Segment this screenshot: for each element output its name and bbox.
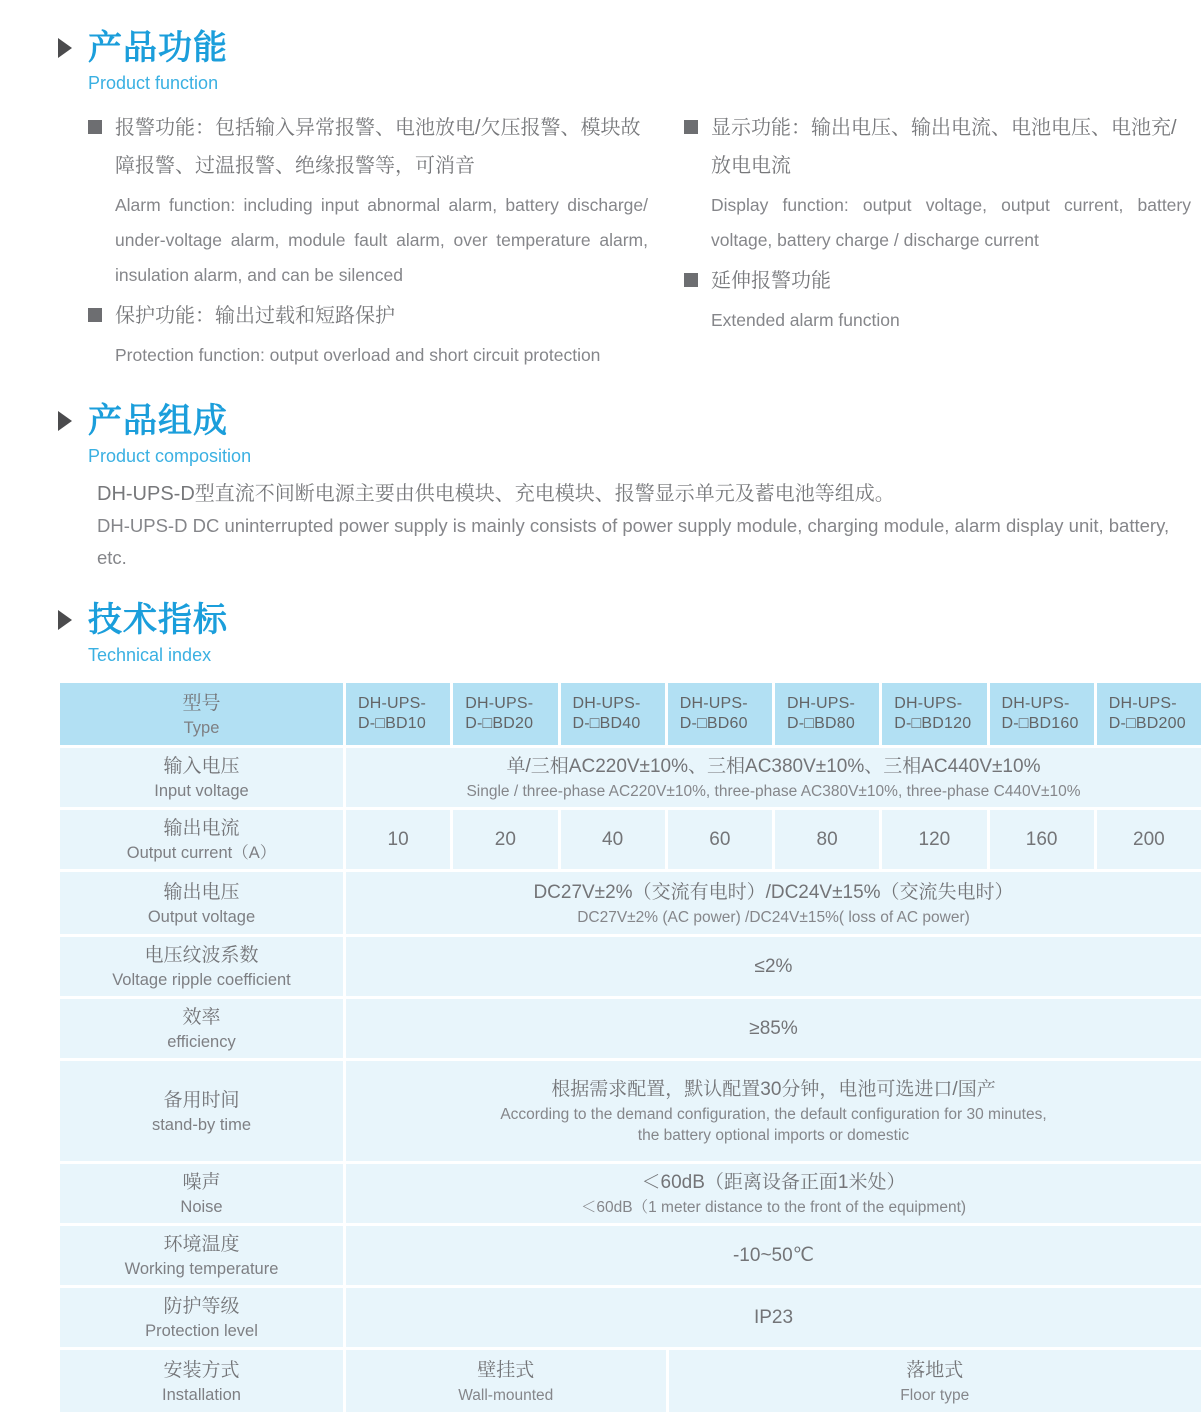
section-marker-icon xyxy=(58,610,72,630)
function-column-right xyxy=(684,109,1191,377)
protection-function-zh: 保护功能：输出过载和短路保护 xyxy=(88,297,648,335)
output-current-value: 160 xyxy=(990,810,1094,869)
section-titles xyxy=(88,401,251,468)
extended-alarm-zh: 延伸报警功能 xyxy=(684,262,1191,300)
model-header-cell: DH-UPS- D-□BD120 xyxy=(882,683,986,745)
row-value-cell: ＜60dB（距离设备正面1米处） ＜60dB（1 meter distance to the front of the equipment) xyxy=(346,1164,1201,1223)
table-row-input-voltage xyxy=(60,748,1201,807)
display-function-en: Display function: output voltage, output current, battery voltage, battery charge / discharge current xyxy=(684,188,1191,258)
row-label-cell: 输出电压 Output voltage xyxy=(60,872,343,934)
row-label-cell: 备用时间 stand-by time xyxy=(60,1061,343,1161)
product-composition-body xyxy=(97,478,1201,574)
type-header-cell: 型号 Type xyxy=(60,683,343,745)
row-value-cell: -10~50℃ xyxy=(346,1226,1201,1285)
row-label-cell: 环境温度 Working temperature xyxy=(60,1226,343,1285)
row-label-cell: 输出电流 Output current（A） xyxy=(60,810,343,869)
composition-text-zh: DH-UPS-D型直流不间断电源主要由供电模块、充电模块、报警显示单元及蓄电池等组成。 xyxy=(97,478,1201,510)
section-title-zh: 产品功能 xyxy=(88,28,228,68)
row-label-cell: 噪声 Noise xyxy=(60,1164,343,1223)
table-row-standby-time xyxy=(60,1061,1201,1161)
product-function-body xyxy=(88,109,1191,377)
section-header-technical-index xyxy=(58,600,1201,667)
output-current-value: 40 xyxy=(561,810,665,869)
table-row-noise xyxy=(60,1164,1201,1223)
row-value-cell: 单/三相AC220V±10%、三相AC380V±10%、三相AC440V±10% Single / three-phase AC220V±10%, three-phase AC380V±10%, three-phase C440V±10% xyxy=(346,748,1201,807)
section-title-en: Product composition xyxy=(88,444,251,468)
table-row-voltage-ripple xyxy=(60,937,1201,996)
output-current-value: 200 xyxy=(1097,810,1201,869)
row-value-cell: IP23 xyxy=(346,1288,1201,1347)
row-value-cell: ≤2% xyxy=(346,937,1201,996)
model-header-cell: DH-UPS- D-□BD40 xyxy=(561,683,665,745)
section-marker-icon xyxy=(58,38,72,58)
row-label-cell: 防护等级 Protection level xyxy=(60,1288,343,1347)
table-row-type xyxy=(60,683,1201,745)
alarm-function-zh: 报警功能：包括输入异常报警、电池放电/欠压报警、模块故障报警、过温报警、绝缘报警等，可消音 xyxy=(88,109,648,185)
technical-spec-table xyxy=(60,683,1201,1412)
display-function-zh: 显示功能：输出电压、输出电流、电池电压、电池充/放电电流 xyxy=(684,109,1191,185)
section-titles xyxy=(88,600,228,667)
bullet-square-icon xyxy=(88,308,102,322)
bullet-square-icon xyxy=(88,120,102,134)
installation-floor-type-cell: 落地式 Floor type xyxy=(669,1350,1201,1412)
row-label-cell: 输入电压 Input voltage xyxy=(60,748,343,807)
table-row-installation xyxy=(60,1350,1201,1412)
section-title-en: Product function xyxy=(88,71,228,95)
function-column-left xyxy=(88,109,648,377)
alarm-function-en: Alarm function: including input abnormal alarm, battery discharge/ under-voltage alarm, module fault alarm, over temperature alarm, insulation alarm, and can be silenced xyxy=(88,188,648,293)
table-row-protection-level xyxy=(60,1288,1201,1347)
output-current-value: 120 xyxy=(882,810,986,869)
model-header-cell: DH-UPS- D-□BD10 xyxy=(346,683,450,745)
row-label-cell: 安装方式 Installation xyxy=(60,1350,343,1412)
table-row-output-current xyxy=(60,810,1201,869)
row-label-cell: 效率 efficiency xyxy=(60,999,343,1058)
model-header-cell: DH-UPS- D-□BD200 xyxy=(1097,683,1201,745)
section-title-zh: 产品组成 xyxy=(88,401,251,441)
bullet-square-icon xyxy=(684,120,698,134)
model-header-cell: DH-UPS- D-□BD160 xyxy=(990,683,1094,745)
row-label-cell: 电压纹波系数 Voltage ripple coefficient xyxy=(60,937,343,996)
table-row-output-voltage xyxy=(60,872,1201,934)
output-current-value: 20 xyxy=(453,810,557,869)
section-title-zh: 技术指标 xyxy=(88,600,228,640)
model-header-cell: DH-UPS- D-□BD80 xyxy=(775,683,879,745)
bullet-square-icon xyxy=(684,273,698,287)
composition-text-en: DH-UPS-D DC uninterrupted power supply is mainly consists of power supply module, charging module, alarm display unit, battery, etc. xyxy=(97,510,1201,574)
output-current-value: 10 xyxy=(346,810,450,869)
section-header-product-function xyxy=(58,28,1201,95)
section-titles xyxy=(88,28,228,95)
table-row-working-temperature xyxy=(60,1226,1201,1285)
row-value-cell: DC27V±2%（交流有电时）/DC24V±15%（交流失电时） DC27V±2% (AC power) /DC24V±15%( loss of AC power) xyxy=(346,872,1201,934)
table-row-efficiency xyxy=(60,999,1201,1058)
section-marker-icon xyxy=(58,411,72,431)
section-header-product-composition xyxy=(58,401,1201,468)
installation-wall-mounted-cell: 壁挂式 Wall-mounted xyxy=(346,1350,666,1412)
row-value-cell: 根据需求配置，默认配置30分钟，电池可选进口/国产 According to the demand configuration, the default configuration for 30 minutes, the battery optional imports or domestic xyxy=(346,1061,1201,1161)
model-header-cell: DH-UPS- D-□BD20 xyxy=(453,683,557,745)
section-title-en: Technical index xyxy=(88,643,228,667)
row-value-cell: ≥85% xyxy=(346,999,1201,1058)
output-current-value: 80 xyxy=(775,810,879,869)
model-header-cell: DH-UPS- D-□BD60 xyxy=(668,683,772,745)
output-current-value: 60 xyxy=(668,810,772,869)
extended-alarm-en: Extended alarm function xyxy=(684,303,1191,338)
protection-function-en: Protection function: output overload and short circuit protection xyxy=(88,338,648,373)
